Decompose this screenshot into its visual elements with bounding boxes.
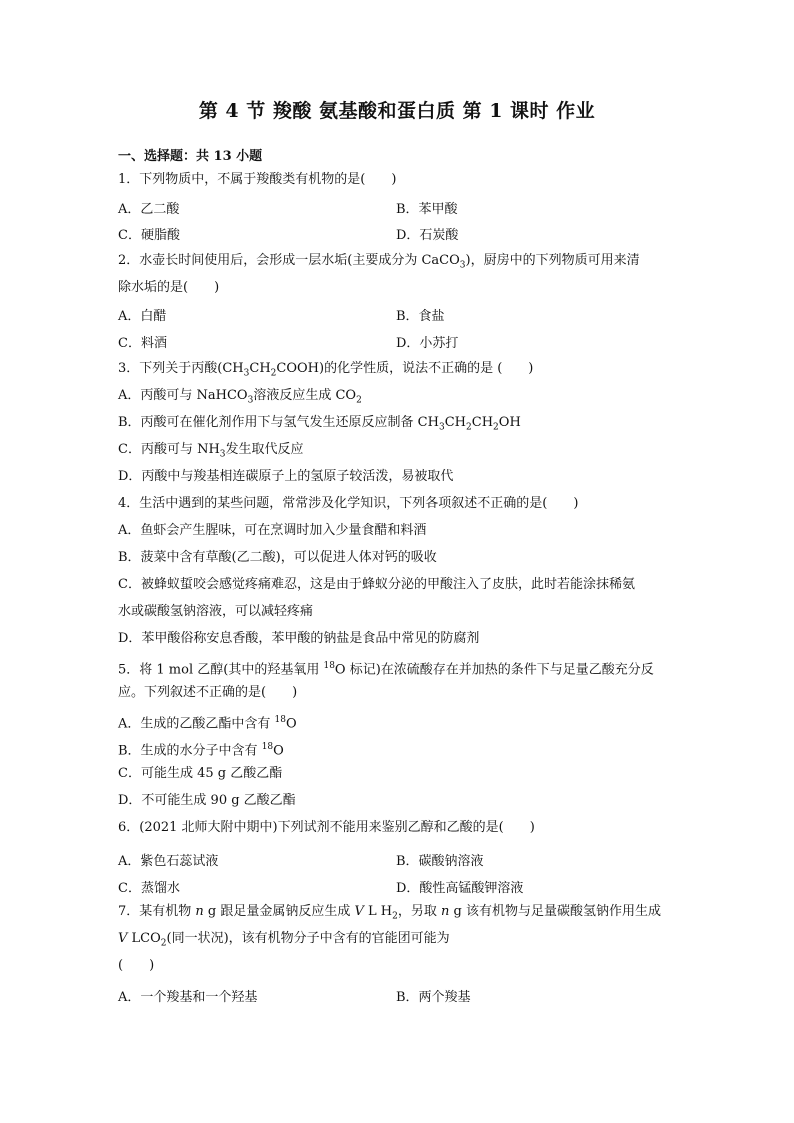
q3-option-a[interactable]: A．丙酸可与 NaHCO$_3$溶液反应生成 $CO_2$	[118, 388, 362, 406]
q3-stem: 3．下列关于丙酸$(CH_3CH_2COOH)$的化学性质，说法不正确的是 ( )	[118, 361, 534, 379]
q3-option-d[interactable]: D．丙酸中与羧基相连碳原子上的氢原子较活泼，易被取代	[118, 469, 454, 484]
q2-stem-line2: 除水垢的是( )	[118, 280, 220, 295]
q5-option-b[interactable]: B．生成的水分子中含有 $^{18}$O	[118, 742, 284, 759]
q2-option-c[interactable]: C．料酒	[118, 336, 167, 351]
q7-option-b[interactable]: B．两个羧基	[396, 990, 471, 1005]
q7-stem-line2: V $LCO_2$(同一状况)，该有机物分子中含有的官能团可能为	[118, 931, 450, 949]
q7-option-a[interactable]: A．一个羧基和一个羟基	[118, 990, 258, 1005]
q5-option-d[interactable]: D．不可能生成 90 g 乙酸乙酯	[118, 793, 296, 808]
q5-option-c[interactable]: C．可能生成 45 g 乙酸乙酯	[118, 766, 283, 781]
q7-answer-paren: ( )	[118, 958, 155, 973]
q2-option-a[interactable]: A．白醋	[118, 309, 167, 324]
q1-option-c[interactable]: C．硬脂酸	[118, 228, 180, 243]
section-heading: 一、选择题：共 13 小题	[118, 149, 263, 164]
q6-option-c[interactable]: C．蒸馏水	[118, 881, 180, 896]
q5-option-a[interactable]: A．生成的乙酸乙酯中含有 $^{18}$O	[118, 715, 297, 732]
q2-option-d[interactable]: D．小苏打	[396, 336, 459, 351]
q2-option-b[interactable]: B．食盐	[396, 309, 445, 324]
q6-option-d[interactable]: D．酸性高锰酸钾溶液	[396, 881, 524, 896]
q2-stem-line1: 2．水壶长时间使用后，会形成一层水垢(主要成分为 CaCO$_3$)，厨房中的下列物质可用来清	[118, 253, 640, 271]
q4-option-a[interactable]: A．鱼虾会产生腥味，可在烹调时加入少量食醋和料酒	[118, 523, 427, 538]
q6-option-a[interactable]: A．紫色石蕊试液	[118, 854, 219, 869]
page-title: 第 4 节 羧酸 氨基酸和蛋白质 第 1 课时 作业	[198, 100, 596, 122]
q3-option-c[interactable]: C．丙酸可与 $NH_3$发生取代反应	[118, 442, 304, 460]
q1-option-b[interactable]: B．苯甲酸	[396, 202, 458, 217]
q3-option-b[interactable]: B．丙酸可在催化剂作用下与氢气发生还原反应制备 $CH_3CH_2CH_2OH$	[118, 415, 521, 433]
q4-stem: 4．生活中遇到的某些问题，常常涉及化学知识，下列各项叙述不正确的是( )	[118, 496, 579, 511]
q5-stem-line1: 5．将 1 mol 乙醇(其中的羟基氧用 $^{18}$O 标记)在浓硫酸存在并加热的条件下与足量乙酸充分反	[118, 661, 654, 678]
q1-option-a[interactable]: A．乙二酸	[118, 202, 180, 217]
q1-option-d[interactable]: D．石炭酸	[396, 228, 459, 243]
q4-option-c-line1[interactable]: C．被蜂蚁蜇咬会感觉疼痛难忍，这是由于蜂蚁分泌的甲酸注入了皮肤，此时若能涂抹稀氨	[118, 577, 635, 592]
q6-stem: 6．(2021 北师大附中期中)下列试剂不能用来鉴别乙醇和乙酸的是( )	[118, 820, 535, 835]
q4-option-c-line2: 水或碳酸氢钠溶液，可以减轻疼痛	[118, 604, 314, 619]
q7-stem-line1: 7．某有机物 n g 跟足量金属钠反应生成 V L $H_2$，另取 n g 该有机物与足量碳酸氢钠作用生成	[118, 904, 661, 922]
q5-stem-line2: 应。下列叙述不正确的是( )	[118, 685, 298, 700]
q4-option-d[interactable]: D．苯甲酸俗称安息香酸，苯甲酸的钠盐是食品中常见的防腐剂	[118, 631, 480, 646]
q1-stem: 1．下列物质中，不属于羧酸类有机物的是( )	[118, 172, 397, 187]
q4-option-b[interactable]: B．菠菜中含有草酸(乙二酸)，可以促进人体对钙的吸收	[118, 550, 437, 565]
q6-option-b[interactable]: B．碳酸钠溶液	[396, 854, 484, 869]
